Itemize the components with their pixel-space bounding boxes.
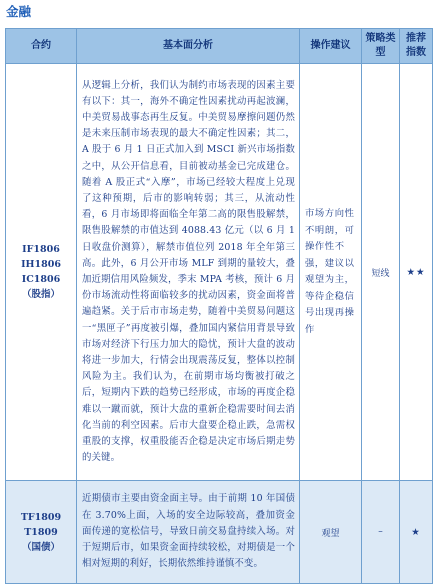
contract-code: IC1806	[21, 274, 61, 285]
contract-code: T1809	[24, 526, 58, 538]
analysis-text: 近期债市主要由资金面主导。由于前期 10 年国债在 3.70%上面，入场的安全边际较高，叠加资金面传递的宽松信号，导致日前交易盘持续入场。对于短期后市，如果资金面持续较松，对期债是一个相对短期的利好，长期依然维持谨慎不变。	[77, 481, 300, 584]
futures-analysis-table	[5, 28, 433, 584]
table-row	[6, 481, 433, 584]
contract-cell	[6, 481, 77, 584]
table-row	[6, 64, 433, 481]
rating-stars: ★	[400, 481, 433, 584]
contract-code: IH1806	[21, 259, 61, 270]
header-strategy-type: 策略类型	[362, 29, 400, 64]
contract-code: IF1806	[22, 244, 60, 255]
rating-stars: ★★	[400, 64, 433, 481]
contract-code: TF1809	[20, 511, 62, 523]
contract-category: （股指）	[21, 289, 60, 300]
header-advice: 操作建议	[300, 29, 362, 64]
section-title: 金融	[6, 4, 32, 19]
header-rating: 推荐指数	[400, 29, 433, 64]
analysis-text: 从逻辑上分析，我们认为制约市场表现的因素主要有以下：其一，海外不确定性因素扰动再起波澜，中美贸易战事态再生反复。中美贸易摩擦问题仍然是未来压制市场表现的最大不确定性因素；其二，A 股于 6 月 1 日正式加入到 MSCI 新兴市场指数之中，从公开信息看，目前被动基金已完成建仓。随着 A 股正式“入摩”，市场已经较大程度上兑现了这种预期，后市的影响转弱；其三，从流动性看，6 月市场即将面临全年第二高的限售股解禁，限售股解禁的市值达到 4088.43 亿元（以 6 月 1 日收盘价测算），解禁市值位列 2018 年全年第三高。此外，6 月公开市场 MLF 到期的量较大，叠加近期信用风险频发，季末 MPA 考核，预计 6 月份市场流动性将面临较多的扰动因素，资金面将普遍趋紧。关于后市市场走势，随着中美贸易问题这一“黑匣子”再度被引爆，叠加国内紧信用背景导致市场对经济下行压力加大的隐忧，预计大盘的波动将进一步加大，行情会出现震荡反复，整体以控制风险为主。我们认为，在前期市场均衡被打破之后，短期内下跌的趋势已经形成，市场的再度企稳难以一蹴而就，预计大盘的重新企稳需要时间去消化当前的利空因素。后市大盘要企稳止跌，急需权重股的支撑，权重股能否企稳是决定市场后期走势的关键。	[77, 64, 300, 481]
header-contract: 合约	[6, 29, 77, 64]
contract-category: （国债）	[21, 541, 60, 553]
advice-text: 观望	[300, 481, 362, 584]
table-header-row	[6, 29, 433, 64]
strategy-type: –	[362, 481, 400, 584]
contract-cell	[6, 64, 77, 481]
strategy-type: 短线	[362, 64, 400, 481]
advice-text: 市场方向性不明朗，可操作性不强，建议以观望为主，等待企稳信号出现再操作	[300, 64, 362, 481]
header-analysis: 基本面分析	[77, 29, 300, 64]
